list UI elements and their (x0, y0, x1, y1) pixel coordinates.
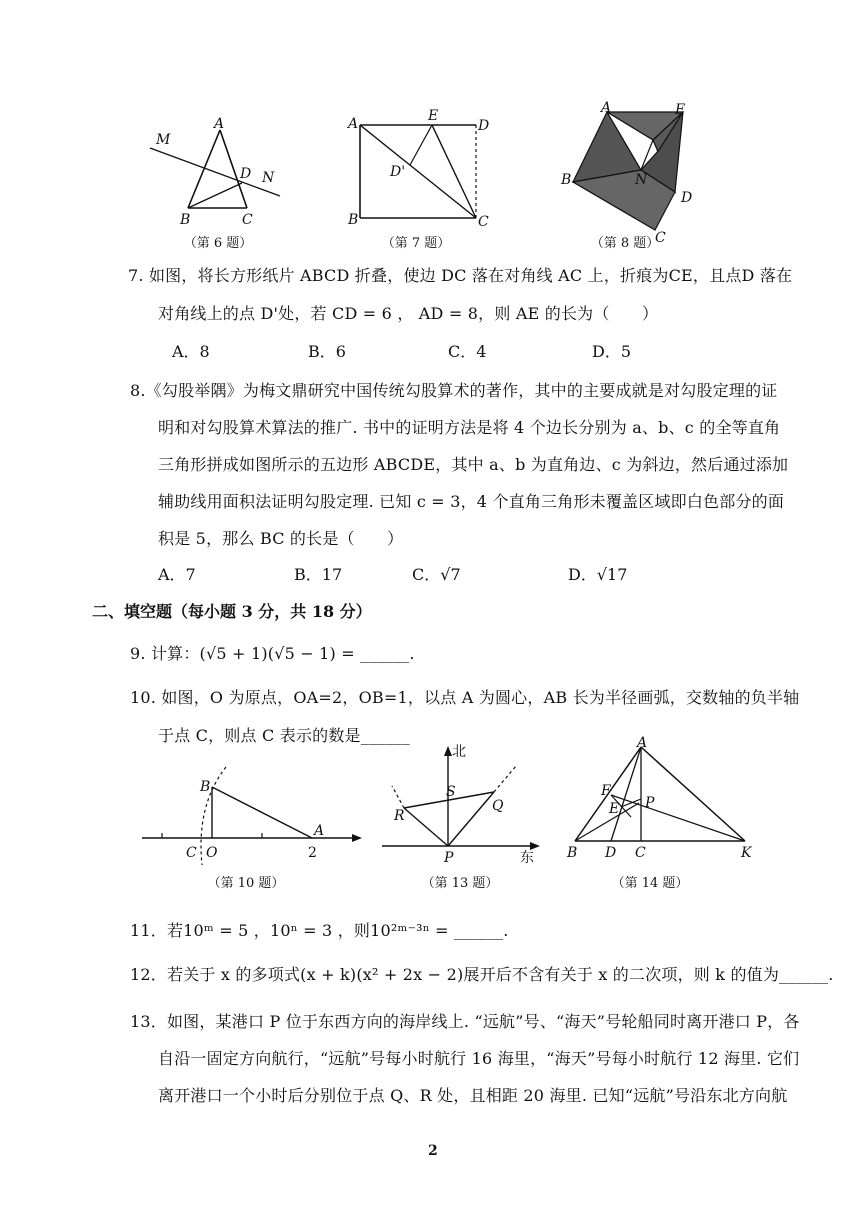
fig13-label-R: R (394, 808, 405, 824)
q13-line-2: 自沿一固定方向航行，“远航”号每小时航行 16 海里，“海天”号每小时航行 12 海里. 它们 (158, 1049, 800, 1068)
q13-line-1: 13．如图，某港口 P 位于东西方向的海岸线上. “远航”号、“海天”号轮船同时离开港口 P，各 (130, 1012, 800, 1031)
fig10-label-C: C (186, 845, 197, 861)
fig6-label-A: A (214, 116, 225, 132)
figure-7-drawing (340, 108, 500, 228)
figure-14-caption: （第 14 题） (611, 876, 689, 891)
fig8-label-D: D (681, 190, 693, 206)
figure-8-caption: （第 8 题） (590, 236, 660, 251)
figure-10-caption: （第 10 题） (207, 876, 285, 891)
fig14-label-B: B (567, 845, 578, 861)
fig6-label-M: M (156, 132, 171, 148)
figure-6 (130, 108, 290, 228)
q8-line-3: 三角形拼成如图所示的五边形 ABCDE，其中 a、b 为直角边、c 为斜边，然后通过添加 (158, 455, 789, 474)
fig7-label-A: A (348, 116, 359, 132)
q8-line-2: 明和对勾股算术算法的推广. 书中的证明方法是将 4 个边长分别为 a、b、c 的全等直角 (158, 418, 781, 437)
q7-option-c: C．4 (448, 342, 487, 361)
q8-option-d: D．√17 (568, 565, 628, 584)
fig10-label-B: B (200, 779, 211, 795)
fig6-label-B: B (180, 212, 191, 228)
fig7-label-B: B (348, 212, 359, 228)
fig13-label-north: 北 (452, 744, 466, 760)
figure-13-caption: （第 13 题） (421, 876, 499, 891)
q7-line-2: 对角线上的点 D'处，若 CD = 6 ， AD = 8，则 AE 的长为（ ） (158, 304, 659, 323)
q8-option-a: A．7 (158, 565, 196, 584)
q11: 11．若10ᵐ = 5 ，10ⁿ = 3 ，则10²ᵐ⁻³ⁿ = ______. (130, 921, 509, 940)
figure-14 (565, 737, 765, 862)
fig7-label-D: D (478, 118, 490, 134)
fig14-label-C: C (635, 845, 646, 861)
fig7-label-Dprime: D' (390, 164, 406, 180)
fig14-label-F: F (601, 783, 611, 799)
q7-option-d: D．5 (592, 342, 632, 361)
figure-7-caption: （第 7 题） (381, 236, 451, 251)
fig8-label-N: N (635, 172, 648, 188)
fig6-label-N: N (262, 170, 275, 186)
fig14-label-K: K (741, 845, 752, 861)
section-2-heading: 二、填空题（每小题 3 分，共 18 分） (92, 602, 372, 621)
figure-7 (340, 108, 500, 228)
figure-13-drawing (380, 742, 550, 867)
fig8-label-B: B (561, 172, 572, 188)
q9: 9. 计算：(√5 + 1)(√5 − 1) = ______. (130, 644, 415, 663)
fig8-label-C: C (655, 230, 666, 246)
q7-option-b: B．6 (308, 342, 346, 361)
figure-13 (380, 742, 550, 867)
fig13-label-Q: Q (492, 798, 504, 814)
fig14-label-D: D (605, 845, 617, 861)
fig10-label-2: 2 (308, 845, 317, 861)
q13-line-3: 离开港口一个小时后分别位于点 Q、R 处，且相距 20 海里. 已知“远航”号沿东北方向航 (158, 1086, 788, 1105)
fig6-label-C: C (242, 212, 253, 228)
q7-line-1: 7. 如图，将长方形纸片 ABCD 折叠，使边 DC 落在对角线 AC 上，折痕为CE，且点D 落在 (128, 266, 793, 285)
figure-6-caption: （第 6 题） (183, 236, 253, 251)
fig14-label-A: A (637, 735, 648, 751)
q10-line-1: 10. 如图，O 为原点，OA=2，OB=1，以点 A 为圆心，AB 长为半径画弧，交数轴的负半轴 (130, 688, 800, 707)
fig10-label-A: A (314, 823, 325, 839)
q12: 12．若关于 x 的多项式(x + k)(x² + 2x − 2)展开后不含有关于 x 的二次项，则 k 的值为______. (130, 965, 834, 984)
fig14-label-E: E (609, 801, 620, 817)
fig8-label-E: E (675, 102, 686, 118)
q8-option-c: C．√7 (412, 565, 461, 584)
fig7-label-C: C (478, 214, 489, 230)
fig7-label-E: E (428, 108, 439, 124)
fig13-label-S: S (446, 784, 456, 800)
q7-option-a: A．8 (172, 342, 210, 361)
figure-10-drawing (140, 765, 370, 865)
q8-line-5: 积是 5，那么 BC 的长是（ ） (158, 529, 404, 548)
fig13-label-P: P (444, 850, 454, 866)
fig6-label-D: D (240, 166, 252, 182)
figure-14-drawing (565, 737, 765, 862)
fig14-label-P: P (645, 795, 655, 811)
page-number: 2 (428, 1143, 438, 1159)
q8-line-4: 辅助线用面积法证明勾股定理. 已知 c = 3，4 个直角三角形未覆盖区域即白色部分的面 (158, 492, 785, 511)
fig8-label-A: A (601, 100, 612, 116)
q8-option-b: B．17 (294, 565, 343, 584)
q10-line-2: 于点 C，则点 C 表示的数是______ (158, 726, 410, 745)
fig13-label-east: 东 (520, 850, 534, 866)
figure-10 (140, 765, 370, 865)
q8-line-1: 8.《勾股举隅》为梅文鼎研究中国传统勾股算术的著作，其中的主要成就是对勾股定理的证 (130, 381, 778, 400)
figure-6-drawing (130, 108, 290, 228)
fig10-label-O: O (206, 845, 218, 861)
